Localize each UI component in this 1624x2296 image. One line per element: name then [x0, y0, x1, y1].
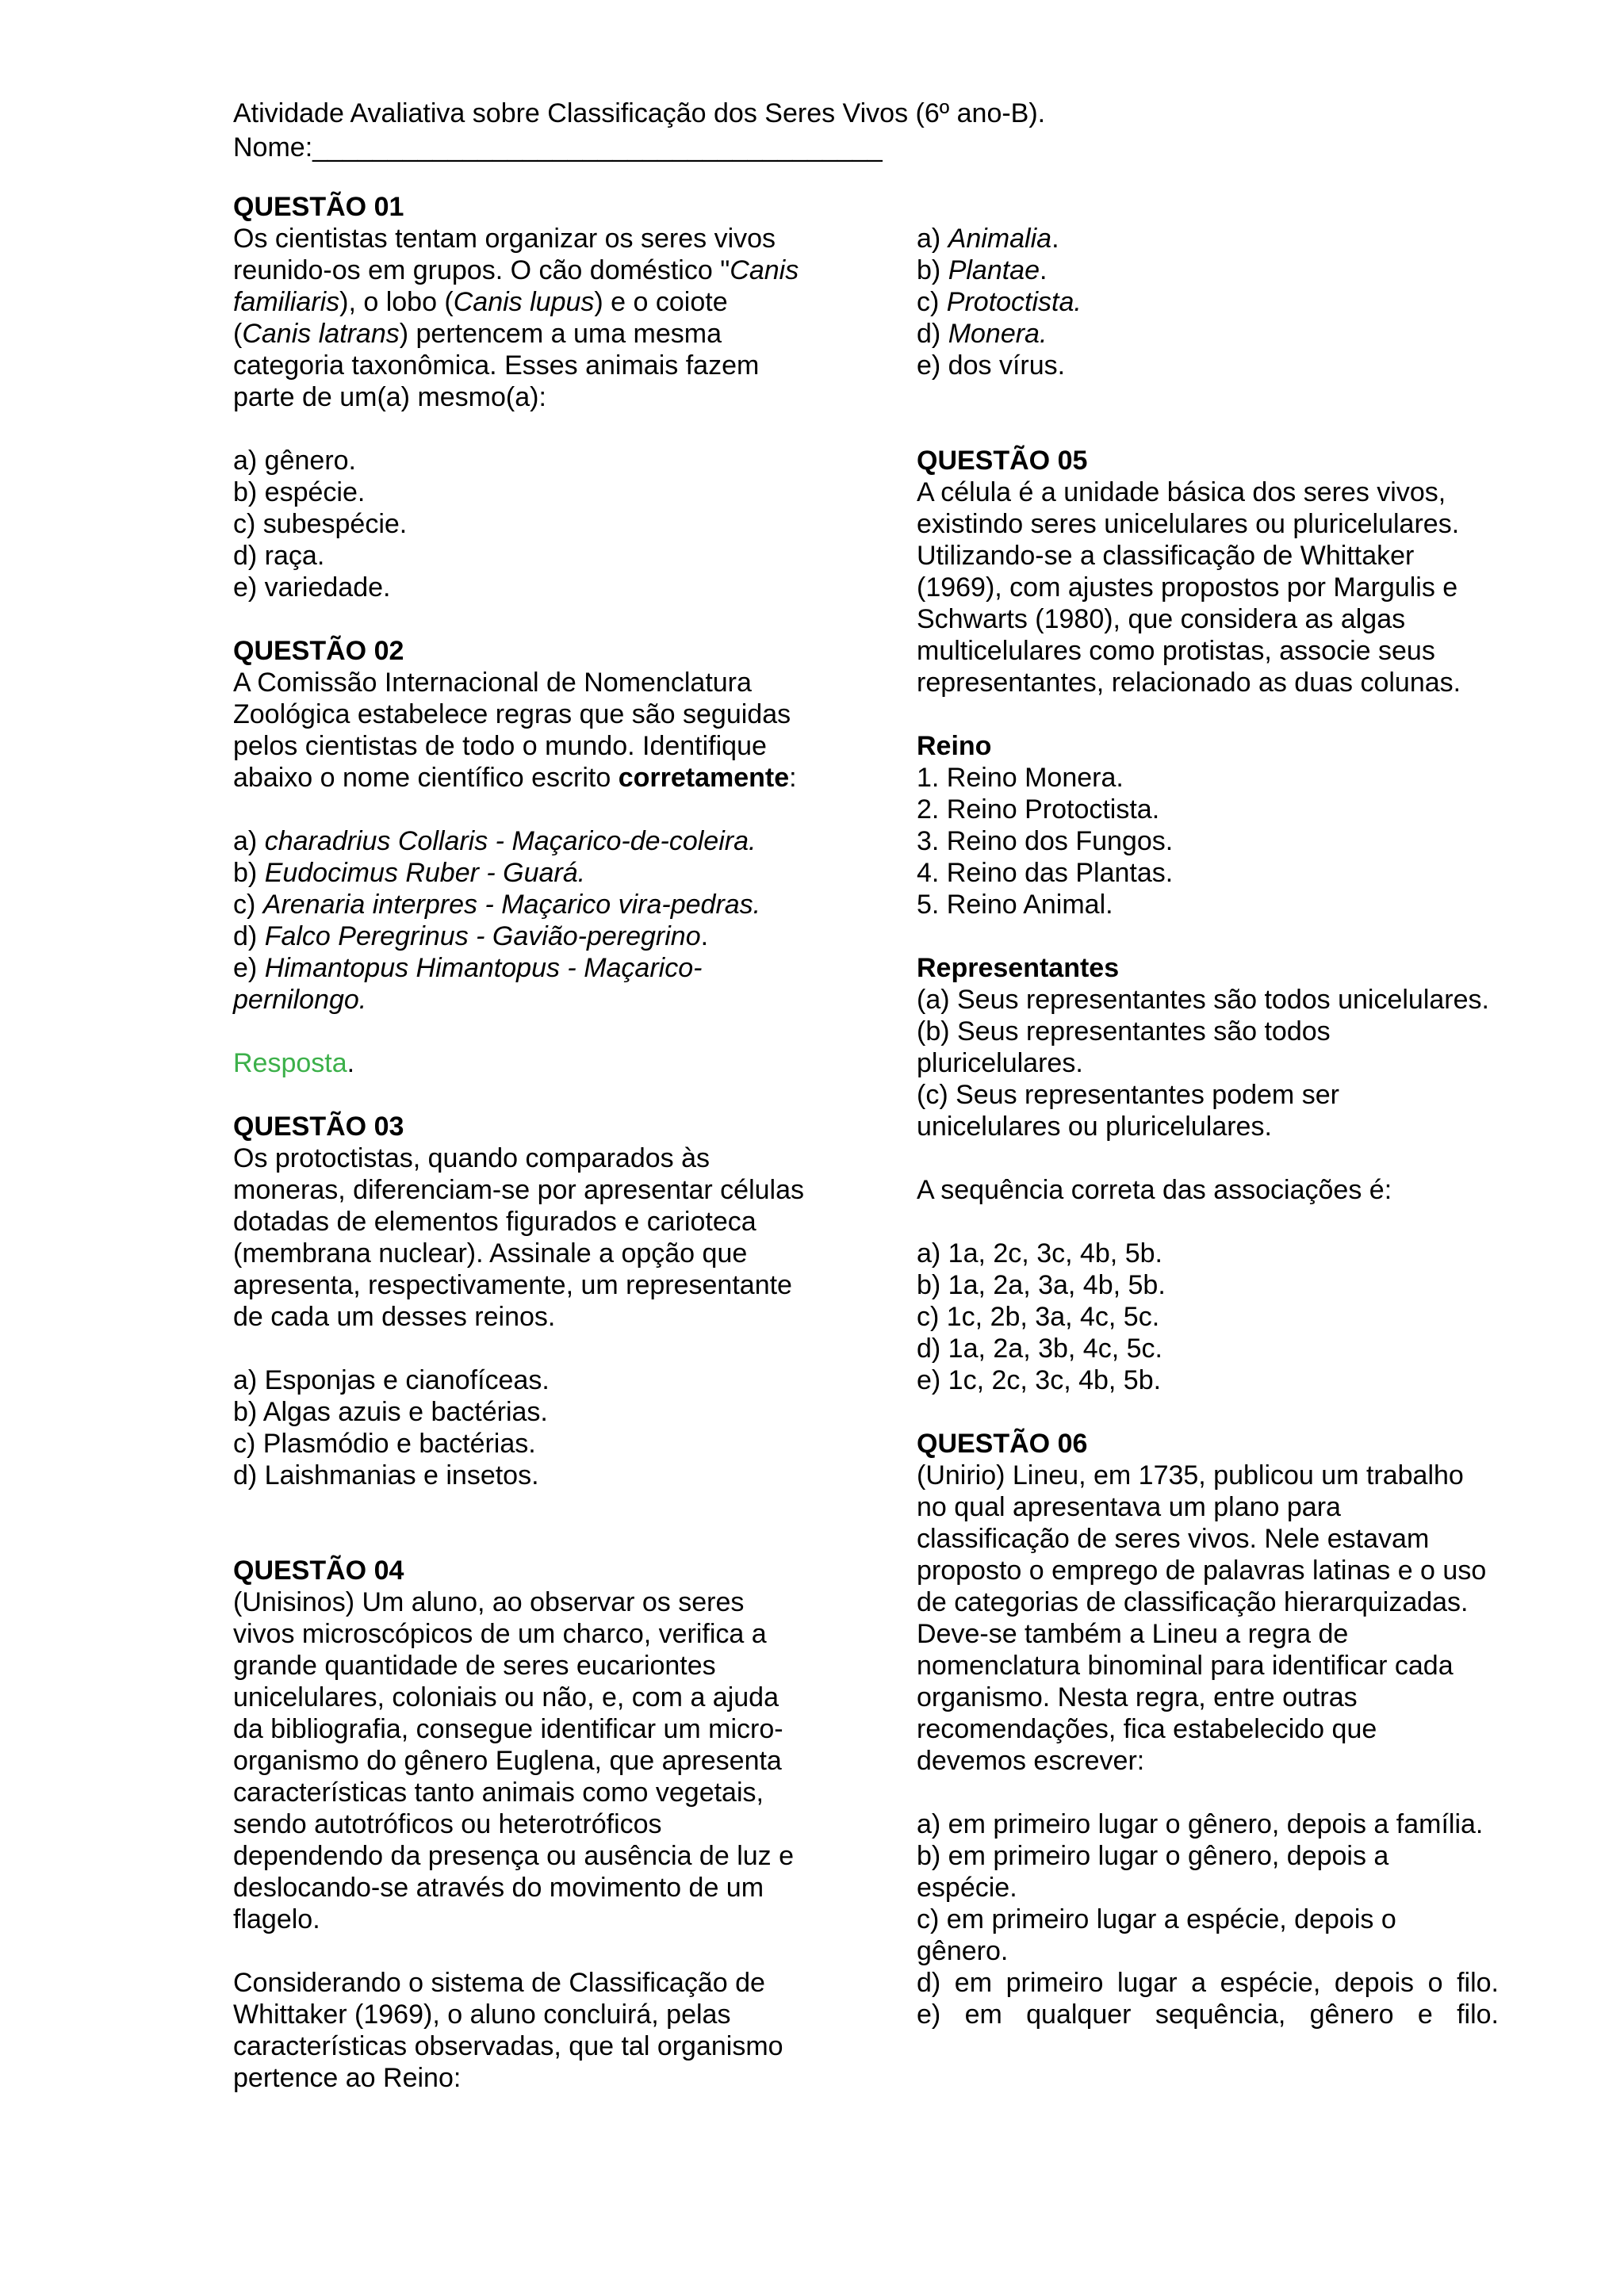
stem-line: deslocando-se através do movimento de um: [233, 1873, 764, 1903]
prompt-line: pertence ao Reino:: [233, 2063, 462, 2093]
text-run: b): [233, 858, 265, 888]
stem-line: de cada um desses reinos.: [233, 1302, 556, 1332]
stem-line: Utilizando-se a classificação de Whittaker: [917, 541, 1415, 571]
text-run: c): [917, 287, 947, 317]
text-run: a): [233, 826, 265, 856]
kingdom-item: 5. Reino Animal.: [917, 890, 1113, 920]
text-run: .: [1051, 224, 1059, 254]
stem-line: sendo autotróficos ou heterotróficos: [233, 1809, 662, 1839]
answer-options: [233, 825, 836, 1016]
stem-line: pelos cientistas de todo o mundo. Identifique: [233, 731, 767, 761]
representative-item: (c) Seus representantes podem ser: [917, 1080, 1339, 1110]
representative-item: pluricelulares.: [917, 1048, 1083, 1078]
stem-line: [233, 286, 836, 318]
option-line: gênero.: [917, 1936, 1009, 1966]
stem-line: A Comissão Internacional de Nomenclatura: [233, 668, 752, 698]
left-column: [233, 191, 836, 2094]
text-run: d): [233, 921, 265, 951]
option-line: [233, 984, 836, 1016]
student-name-line: Nome:______________________________________: [233, 132, 883, 163]
option-line: a) gênero.: [233, 446, 356, 476]
text-run: reunido-os em grupos. O cão doméstico ": [233, 255, 730, 285]
stem-line: dependendo da presença ou ausência de luz e: [233, 1841, 795, 1871]
stem-line: proposto o emprego de palavras latinas e o uso: [917, 1556, 1487, 1586]
question-prompt: [233, 1967, 836, 2094]
activity-title: Atividade Avaliativa sobre Classificação dos Seres Vivos (6º ano-B).: [233, 98, 1046, 128]
representative-item: (b) Seus representantes são todos: [917, 1016, 1331, 1047]
option-line: [233, 952, 836, 984]
stem-line: [233, 762, 836, 794]
right-column: [917, 223, 1499, 2030]
answer-options: [233, 445, 836, 603]
italic-text: Protoctista.: [946, 287, 1082, 317]
question-heading: QUESTÃO 04: [233, 1556, 404, 1586]
stem-line: características tanto animais como vegetais,: [233, 1777, 764, 1808]
stem-line: moneras, diferenciam-se por apresentar células: [233, 1175, 805, 1205]
option-line: c) 1c, 2b, 3a, 4c, 5c.: [917, 1302, 1160, 1332]
option-line: c) subespécie.: [233, 509, 408, 539]
stem-line: existindo seres unicelulares ou pluricelulares.: [917, 509, 1460, 539]
stem-line: (1969), com ajustes propostos por Margulis e: [917, 572, 1458, 603]
question-prompt: A sequência correta das associações é:: [917, 1175, 1392, 1205]
answer-options: [233, 1364, 836, 1491]
option-line: a) Esponjas e cianofíceas.: [233, 1365, 550, 1395]
text-run: .: [1040, 255, 1048, 285]
stem-line: [233, 318, 836, 350]
text-run: c): [233, 890, 263, 920]
question-01: [233, 191, 836, 603]
text-run: a): [917, 224, 948, 254]
option-line: [917, 286, 1499, 318]
stem-line: vivos microscópicos de um charco, verifica a: [233, 1619, 767, 1649]
prompt-line: Considerando o sistema de Classificação de: [233, 1968, 765, 1998]
stem-line: parte de um(a) mesmo(a):: [233, 382, 546, 412]
option-line: b) Algas azuis e bactérias.: [233, 1397, 548, 1427]
option-line: [233, 857, 836, 889]
kingdom-item: 4. Reino das Plantas.: [917, 858, 1174, 888]
answer-label: Resposta: [233, 1048, 347, 1078]
italic-text: Eudocimus Ruber - Guará.: [264, 858, 586, 888]
stem-line: dotadas de elementos figurados e carioteca: [233, 1207, 756, 1237]
stem-line: da bibliografia, consegue identificar um micro-: [233, 1714, 783, 1744]
stem-line: (Unisinos) Um aluno, ao observar os seres: [233, 1587, 745, 1617]
stem-line: Zoológica estabelece regras que são seguidas: [233, 699, 791, 729]
italic-text: Canis latrans: [242, 319, 400, 349]
option-line: c) em primeiro lugar a espécie, depois o: [917, 1904, 1396, 1934]
italic-text: familiaris: [233, 287, 340, 317]
italic-text: Arenaria interpres - Maçarico vira-pedras.: [262, 890, 761, 920]
prompt-line: características observadas, que tal organismo: [233, 2031, 783, 2061]
text-run: ) pertencem a uma mesma: [399, 319, 722, 349]
question-05: [917, 445, 1499, 1396]
kingdoms-title: Reino: [917, 731, 992, 761]
option-line: d) 1a, 2a, 3b, 4c, 5c.: [917, 1334, 1162, 1364]
representatives-list: [917, 984, 1499, 1142]
text-run: ), o lobo (: [339, 287, 454, 317]
representative-item: (a) Seus representantes são todos unicelulares.: [917, 985, 1489, 1015]
option-line: d) em primeiro lugar a espécie, depois o filo.: [917, 1968, 1499, 1998]
stem-line: organismo. Nesta regra, entre outras: [917, 1682, 1358, 1712]
italic-text: Monera.: [948, 319, 1048, 349]
text-run: abaixo o nome científico escrito: [233, 763, 619, 793]
stem-line: apresenta, respectivamente, um representante: [233, 1270, 792, 1300]
option-line: c) Plasmódio e bactérias.: [233, 1429, 536, 1459]
option-line: e) 1c, 2c, 3c, 4b, 5b.: [917, 1365, 1162, 1395]
question-stem: [233, 667, 836, 794]
italic-text: Falco Peregrinus - Gavião-peregrino: [264, 921, 701, 951]
stem-line: flagelo.: [233, 1904, 320, 1934]
stem-line: grande quantidade de seres eucariontes: [233, 1651, 716, 1681]
text-run: ) e o coiote: [594, 287, 728, 317]
stem-line: nomenclatura binominal para identificar cada: [917, 1651, 1454, 1681]
text-run: e): [233, 953, 265, 983]
question-stem: [917, 476, 1499, 698]
question-heading: QUESTÃO 02: [233, 636, 404, 666]
stem-line: [233, 254, 836, 286]
option-line: [917, 254, 1499, 286]
option-line: [233, 889, 836, 920]
kingdom-item: 2. Reino Protoctista.: [917, 794, 1160, 825]
question-06: [917, 1428, 1499, 2030]
question-stem: [917, 1460, 1499, 1777]
option-line: a) 1a, 2c, 3c, 4b, 5b.: [917, 1238, 1162, 1269]
option-line: e) em qualquer sequência, gênero e filo.: [917, 1999, 1499, 2030]
question-heading: QUESTÃO 03: [233, 1112, 404, 1142]
option-line: d) Laishmanias e insetos.: [233, 1460, 539, 1490]
italic-text: Himantopus Himantopus - Maçarico-: [264, 953, 703, 983]
text-run: :: [789, 763, 797, 793]
stem-line: Schwarts (1980), que considera as algas: [917, 604, 1406, 634]
stem-line: Deve-se também a Lineu a regra de: [917, 1619, 1349, 1649]
answer-options: [917, 1238, 1499, 1396]
question-04-statement: [233, 1555, 836, 2094]
text-run: b): [917, 255, 948, 285]
stem-line: (Unirio) Lineu, em 1735, publicou um trabalho: [917, 1460, 1464, 1490]
question-02: [233, 635, 836, 1079]
italic-text: pernilongo.: [233, 985, 367, 1015]
answer-line: [233, 1047, 836, 1079]
option-line: e) dos vírus.: [917, 350, 1066, 381]
option-line: a) em primeiro lugar o gênero, depois a família.: [917, 1809, 1484, 1839]
question-stem: [233, 1586, 836, 1935]
question-stem: [233, 1142, 836, 1333]
stem-line: Os protoctistas, quando comparados às: [233, 1143, 710, 1173]
question-heading: QUESTÃO 01: [233, 192, 404, 222]
stem-line: A célula é a unidade básica dos seres vivos,: [917, 477, 1446, 507]
stem-line: (membrana nuclear). Assinale a opção que: [233, 1238, 748, 1269]
bold-text: corretamente: [618, 763, 790, 793]
document-header: [233, 97, 1502, 165]
option-line: e) variedade.: [233, 572, 391, 603]
kingdom-item: 1. Reino Monera.: [917, 763, 1124, 793]
stem-line: de categorias de classificação hierarquizadas.: [917, 1587, 1469, 1617]
stem-line: classificação de seres vivos. Nele estavam: [917, 1524, 1430, 1554]
stem-line: no qual apresentava um plano para: [917, 1492, 1341, 1522]
italic-text: charadrius Collaris - Maçarico-de-coleira.: [264, 826, 756, 856]
kingdoms-list: [917, 762, 1499, 920]
question-heading: QUESTÃO 06: [917, 1429, 1088, 1459]
option-line: [917, 223, 1499, 254]
answer-options: [917, 223, 1499, 381]
question-03: [233, 1111, 836, 1491]
kingdom-item: 3. Reino dos Fungos.: [917, 826, 1174, 856]
option-line: b) em primeiro lugar o gênero, depois a: [917, 1841, 1389, 1871]
option-line: [917, 318, 1499, 350]
italic-text: Animalia: [948, 224, 1052, 254]
option-line: [233, 920, 836, 952]
stem-line: devemos escrever:: [917, 1746, 1145, 1776]
italic-text: Canis: [730, 255, 799, 285]
question-04-options: [917, 223, 1499, 381]
option-line: d) raça.: [233, 541, 325, 571]
representative-item: unicelulares ou pluricelulares.: [917, 1112, 1272, 1142]
text-run: d): [917, 319, 948, 349]
question-stem: [233, 223, 836, 413]
italic-text: Canis lupus: [453, 287, 595, 317]
question-heading: QUESTÃO 05: [917, 446, 1088, 476]
option-line: b) 1a, 2a, 3a, 4b, 5b.: [917, 1270, 1166, 1300]
prompt-line: Whittaker (1969), o aluno concluirá, pelas: [233, 1999, 731, 2030]
stem-line: categoria taxonômica. Esses animais fazem: [233, 350, 760, 381]
stem-line: recomendações, fica estabelecido que: [917, 1714, 1377, 1744]
text-run: (: [233, 319, 243, 349]
text-run: .: [700, 921, 709, 951]
answer-options: [917, 1808, 1499, 2030]
option-line: b) espécie.: [233, 477, 366, 507]
stem-line: multicelulares como protistas, associe seus: [917, 636, 1435, 666]
answer-period: .: [347, 1048, 355, 1078]
stem-line: unicelulares, coloniais ou não, e, com a ajuda: [233, 1682, 779, 1712]
stem-line: organismo do gênero Euglena, que apresenta: [233, 1746, 782, 1776]
option-line: espécie.: [917, 1873, 1017, 1903]
stem-line: Os cientistas tentam organizar os seres vivos: [233, 224, 776, 254]
stem-line: representantes, relacionado as duas colunas.: [917, 668, 1461, 698]
option-line: [233, 825, 836, 857]
italic-text: Plantae: [948, 255, 1040, 285]
representatives-title: Representantes: [917, 953, 1120, 983]
